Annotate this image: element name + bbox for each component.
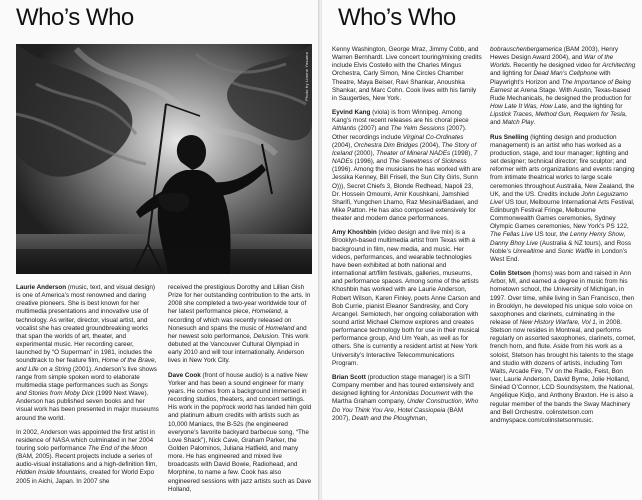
bio-text: (1999 Next Wave). Anderson has published seven books and her visual work has been presented in major museums around the world. xyxy=(16,390,159,422)
bio-text: (front of house audio) is a native New Yorker and has been a sound engineer for many years. He comes from a background immersed in recording studios, theaters, and concert settings. His work in the pop/rock world has landed him gold and platinum album credits with artists such as 10,000 Maniacs, the B-52s (he engineered everyone’s favorite backyard barbecue song, “The Love Shack”), Nick Cave, Graham Parker, the Golden Palominos, Juliana Hatfield, and many more. He has engineered and mixed live broadcasts with David Bowie, Radiohead, and Morphine, to name a few. Cook has also engineered sessions with jazz artists such as Dave Holland, xyxy=(168,371,312,493)
bio-text: (2007) and xyxy=(356,125,391,133)
bio-name: Eyvind Kang xyxy=(332,109,371,117)
work-title: Under Construction xyxy=(406,398,462,406)
bio-text: , xyxy=(425,414,428,422)
bio-text: . xyxy=(533,119,536,127)
bio-text: US tour, xyxy=(533,231,560,239)
bio-laurie-anderson-continued xyxy=(16,429,160,486)
bio-text: , created for World Expo 2005 in Aichi, Japan. In 2007 she xyxy=(16,469,155,485)
bio-text: (2004), xyxy=(332,141,354,149)
work-title: Death and the Ploughman xyxy=(351,414,426,422)
work-title: Virginal Co-Ordinates xyxy=(402,133,464,141)
left-page xyxy=(0,0,318,500)
work-title: Danny Bhoy Live xyxy=(490,239,538,247)
work-title: The Importance of Being Earnest xyxy=(490,78,631,94)
bio-text: with Playwright’s Horizon and xyxy=(490,70,611,86)
right-page-title: Who’s Who xyxy=(338,4,456,31)
bio-text: (music, text, and visual design) is one of America’s most renowned and daring creative pioneers. She is best known for her multimedia presentations and innovative use of technology. As writer, director, visual artist, and vocalist she has created groundbreaking works that span the worlds of art, theater, and experimental music. Her recording career, launched by “O Superman” in 1981, includes the soundtrack to her feature film, xyxy=(16,284,156,365)
bio-text: (BAM 2003), Henry Hewes Design Award 2004), and xyxy=(490,46,619,62)
work-title: Hidden Inside Mountains xyxy=(16,469,86,477)
bio-brian-scott-continued xyxy=(490,46,636,128)
bio-text: (video design and live mix) is a Brooklyn-based multimedia artist from Texas with a background in film, new media, and music. Her videos, performances, and wearable technologies have been exhibited at both national and international art/film festivals, galleries, museums, and performance spaces. Among some of the artists Khoshbin has worked with are Laurie Anderson, Robert Wilson, Karen Finley, poets Anne Carson and Bob Currie, pianist Eleanor Sandresky, and Cory Arcangel. Semiotech, her ongoing collaboration with sound artist Michael Clemow explores and creates performance technology both for use in their musical performance group, And Um Yeah, as well as for others. She is currently a resident artist at New York University’s Interactive Telecommunications Program. xyxy=(332,229,481,367)
bio-text: (1996). Among the musicians he has worked with are Jessika Kenney, Bill Frisell, the Sun City Girls, Sunn O))), Secret Chiefs 3, Blonde Redhead, Napoli 23, Dr. Hossein Omoumi, Amir Koushkani, Jamshied Sharifi, Yungchen Lhamo, Raz Mesinai/Badawi, and Mike Patton. He has also composed extensively for theater and modern dance performances. xyxy=(332,166,482,223)
bio-text: (BAM, 2005). Recent projects include a series of audio-visual installations and a high-definition film, xyxy=(16,453,158,469)
bio-name: Rus Snelling xyxy=(490,133,529,141)
work-title: Athlantis xyxy=(332,125,357,133)
bio-name: Laurie Anderson xyxy=(16,284,67,291)
right-page xyxy=(322,0,642,500)
work-title: Delusion xyxy=(253,332,279,340)
bio-text: received the prestigious Dorothy and Lillian Gish Prize for her outstanding contribution to the arts. In 2008 she completed a two-year worldwide tour of her latest performance piece, xyxy=(168,284,311,316)
bio-text: . Recently he designed video for xyxy=(509,62,603,70)
bio-laurie-anderson xyxy=(16,284,160,423)
bio-text: (2001). Anderson’s live shows range from simple spoken word to elaborate multimedia stage performances such as xyxy=(16,365,157,389)
work-title: How Late It Was, How Late xyxy=(490,103,567,111)
bio-amy-khoshbin xyxy=(332,229,482,368)
bio-text: , a recording of which was recently released on Nonesuch and spans the music of xyxy=(168,308,292,332)
bio-eyvind-kang xyxy=(332,109,482,223)
work-title: Sonic Waffle xyxy=(557,247,594,255)
work-title: War of the Worlds xyxy=(490,54,614,70)
bio-text: and her newest solo performance, xyxy=(168,324,307,340)
work-title: Hotel Cassiopeia xyxy=(397,406,446,414)
bio-text: (production stage manager) is a SITI Company member and has toured extensively and designed lighting for xyxy=(332,373,474,398)
bio-text: (2004), xyxy=(418,141,442,149)
bio-text: (lighting design and production management) is an artist who has worked as a production, stage, and tour manager; lighting and set designer; technical director; fire sculptor; and reformer with arts organizations and events ranging from intimate theatrical works to large scale ceremonies throughout Australia, New Zealand, the UK, and the US. Credits include xyxy=(490,133,635,198)
left-page-title: Who’s Who xyxy=(16,4,134,31)
work-title: New History Warfare, Vol 1 xyxy=(519,319,596,326)
work-title: Unrealtime xyxy=(512,247,544,255)
bio-text: (2000), xyxy=(352,149,377,157)
bio-dave-cook xyxy=(168,372,314,494)
bio-text: in London’s West End. xyxy=(490,247,628,263)
bio-colin-stetson xyxy=(490,270,636,425)
performance-photo xyxy=(16,44,312,274)
bio-name: Dave Cook xyxy=(168,371,201,379)
bio-text: , and xyxy=(490,111,627,127)
work-title: Match Play xyxy=(502,119,534,127)
bio-text: and xyxy=(543,247,558,255)
work-title: Songs and Stories from Moby Dick xyxy=(16,381,148,398)
work-title: Homeland xyxy=(265,324,295,332)
work-title: The Fellas Live xyxy=(490,231,534,239)
bio-text: (2007). Other recordings include xyxy=(332,125,467,141)
left-page-column-2 xyxy=(168,284,314,498)
performance-photo-graphic xyxy=(16,44,312,274)
bio-text: (viola) is from Winnipeg. Among Kang’s most recent releases are his choral piece xyxy=(332,109,469,125)
left-page-column-1 xyxy=(16,284,160,498)
bio-name: Colin Stetson xyxy=(490,270,531,278)
bio-text: (Australia & NZ tours), and Ross Noble’s xyxy=(490,239,632,255)
bio-text: and lighting for xyxy=(490,70,534,78)
bio-text: , xyxy=(393,406,398,414)
bio-name: Amy Khoshbin xyxy=(332,229,377,237)
bio-laurie-anderson-continued-2 xyxy=(168,284,314,366)
bio-text: , xyxy=(461,398,466,406)
work-title: The End of the Moon xyxy=(87,444,148,452)
photo-credit: Photo by Lianne Yasuma xyxy=(304,52,309,101)
bio-text: , and the lighting for xyxy=(566,103,623,111)
bio-text: US tour, Melbourne International Arts Festival, Edinburgh Festival Fringe, Melbourne Commonwealth Games ceremonies, Sydney Olympic Games ceremonies, New York’s PS 122, xyxy=(490,198,635,231)
bio-dave-cook-continued xyxy=(332,46,482,103)
bio-text: (BAM 2007), xyxy=(332,406,464,422)
bio-text: at Arena Stage. With Austin, Texas-based Rude Mechanicals, he designed the production for xyxy=(490,86,632,102)
work-title: bobrauschenbergamerica xyxy=(490,46,562,53)
work-title: Who Do You Think You Are xyxy=(332,398,479,414)
work-title: Home of the Brave, and Life on a String xyxy=(16,357,157,373)
bio-text: , in 2008. Stetson now resides in Montreal, and performs regularly on assorted saxophones, clarinets, cornet, french horn, and flute. Aside from his work as a soloist, Stetson has brought his talents to the stage and studio with dozens of artists, including Tom Waits, Arcade Fire, TV on the Radio, Feist, Bon Iver, Laurie Anderson, David Byrne, Jolie Holland, Sinéad O’Connor, LCD Soundsystem, the National, Angélique Kidjo, and Anthony Braxton. He is also a regular member of the bands the Sway Machinery and Bell Orchestre. colinstetson.com andmyspace.com/colinstetsonmusic. xyxy=(490,319,636,424)
work-title: The Sweetness of Sickness xyxy=(388,158,467,166)
work-title: Orchestra Dim Bridges xyxy=(353,141,419,149)
work-title: Architecting xyxy=(602,62,636,70)
bio-text: In 2002, Anderson was appointed the first artist in residence of NASA which culminated in her 2004 touring solo performance xyxy=(16,428,155,452)
bio-text: . This work debuted at the Vancouver Cultural Olympiad in early 2010 and will tour internationally. Anderson lives in New York City. xyxy=(168,332,309,365)
work-title: Lipstick Traces, Method Gun, Requiem for Tesla xyxy=(490,111,626,119)
work-title: Dead Man’s Cellphone xyxy=(533,70,598,78)
work-title: The Story of Iceland xyxy=(332,141,477,157)
bio-name: Brian Scott xyxy=(332,373,366,381)
bio-rus-snelling xyxy=(490,134,636,265)
work-title: The Yelm Sessions xyxy=(390,125,445,133)
work-title: John Leguizamo Live! xyxy=(490,190,628,206)
work-title: 7 NADEs xyxy=(332,149,478,166)
right-page-column-1 xyxy=(332,46,482,498)
bio-text: Kenny Washington, George Mraz, Jimmy Cobb, and Warren Bernhardt. Live concert touring/mixing credits include Elvis Costello with the Charles Mingus Orchestra, Carly Simon, Nine Circles Chamber Theatre, Maya Beiser, Ravi Shankar, Anoushka Shankar, and Marc Cohn. Cook lives with his family in Saugerties, New York. xyxy=(332,46,482,102)
bio-text: (1996), and xyxy=(352,158,389,166)
work-title: Homeland xyxy=(251,308,281,316)
work-title: the Lenny Henry Show xyxy=(559,231,624,239)
work-title: Theater of Mineral NADEs xyxy=(376,149,451,157)
work-title: Antonidas Document xyxy=(390,390,450,398)
bio-brian-scott xyxy=(332,374,482,423)
bio-text: (1998), xyxy=(450,149,474,157)
right-page-column-2 xyxy=(490,46,636,498)
bio-text: (horns) was born and raised in Ann Arbor, MI, and earned a degree in music from his hometown school, the University of Michigan, in 1997. Over time, while living in San Francisco, then in Brooklyn, he developed his unique solo voice on saxophones and clarinets, culminating in the release of xyxy=(490,270,635,326)
bio-text: with the Martha Graham company, xyxy=(332,390,474,406)
bio-text: , xyxy=(623,231,626,239)
